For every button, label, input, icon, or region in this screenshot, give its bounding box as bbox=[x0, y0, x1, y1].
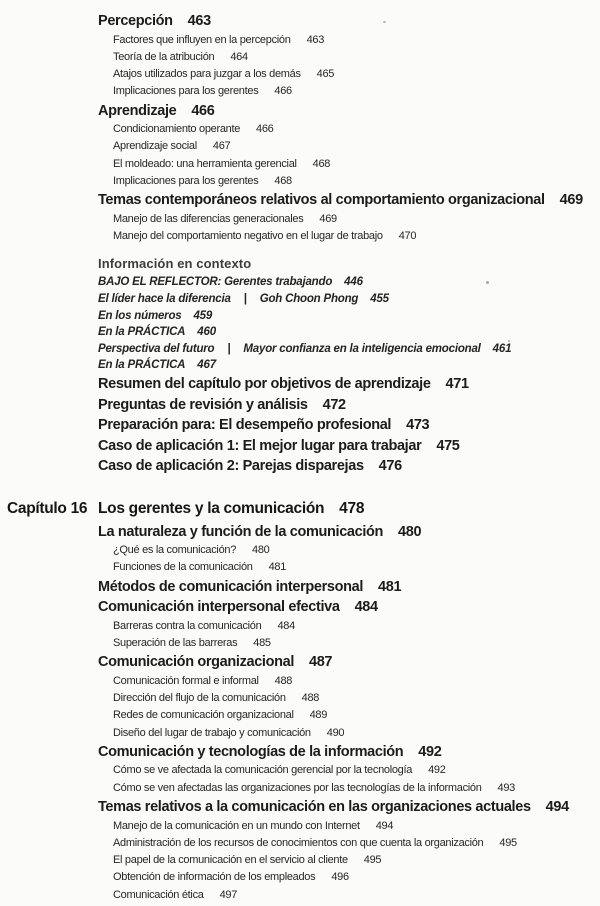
toc-subsection-item bbox=[0, 707, 600, 724]
entry-title: Comunicación organizacional bbox=[98, 654, 294, 671]
page-number: 481 bbox=[268, 561, 287, 574]
entry-title: Teoría de la atribución bbox=[113, 50, 215, 63]
page-number: 484 bbox=[277, 619, 295, 632]
pipe-separator: | bbox=[243, 293, 247, 306]
toc-subsection-item bbox=[0, 228, 600, 245]
entry-title: Dirección del flujo de la comunicación bbox=[113, 692, 286, 705]
entry-title: Percepción bbox=[98, 13, 173, 29]
page-number: 459 bbox=[193, 309, 213, 322]
pipe-separator: | bbox=[227, 342, 231, 355]
page-number: 490 bbox=[326, 726, 345, 739]
toc-section-heading bbox=[0, 395, 600, 416]
toc-section-heading bbox=[0, 101, 600, 122]
entry-title: Temas relativos a la comunicación en las organizaciones actuales bbox=[98, 799, 531, 815]
toc-feature-item bbox=[0, 324, 600, 341]
entry-title: Comunicación formal e informal bbox=[113, 674, 259, 687]
page-number: 496 bbox=[331, 871, 349, 884]
page-number: 468 bbox=[312, 157, 331, 170]
entry-title: El moldeado: una herramienta gerencial bbox=[113, 157, 297, 170]
toc-feature-box-heading bbox=[0, 256, 600, 272]
entry-title: Resumen del capítulo por objetivos de aprendizaje bbox=[98, 376, 431, 393]
page-number: 492 bbox=[418, 743, 442, 760]
entry-title: ¿Qué es la comunicación? bbox=[113, 544, 237, 557]
toc-subsection-item bbox=[0, 762, 600, 779]
chapter-number-label: Capítulo 16 bbox=[7, 499, 88, 517]
toc-subsection-item bbox=[0, 673, 600, 690]
toc-section-heading bbox=[0, 797, 600, 818]
page-number: 463 bbox=[306, 33, 325, 46]
page-number: 467 bbox=[197, 359, 216, 372]
toc-subsection-item bbox=[0, 635, 600, 652]
entry-title: Factores que influyen en la percepción bbox=[113, 33, 291, 46]
entry-title: Redes de comunicación organizacional bbox=[113, 709, 294, 722]
toc-section-heading bbox=[0, 577, 600, 598]
entry-title: Caso de aplicación 2: Parejas disparejas bbox=[98, 458, 364, 475]
entry-title: La naturaleza y función de la comunicación bbox=[98, 523, 384, 540]
toc-section-heading bbox=[0, 190, 600, 211]
toc-section-heading bbox=[0, 522, 600, 543]
toc-subsection-item bbox=[0, 32, 600, 49]
page-number: 495 bbox=[499, 836, 517, 849]
entry-title: Superación de las barreras bbox=[113, 636, 238, 649]
toc-subsection-item bbox=[0, 542, 600, 559]
toc-subsection-item bbox=[0, 869, 600, 886]
toc-feature-item bbox=[0, 341, 600, 358]
page-number: 461 bbox=[492, 342, 512, 355]
page-number: 460 bbox=[197, 326, 216, 339]
page-number: 480 bbox=[252, 544, 270, 557]
toc-subsection-item bbox=[0, 559, 600, 576]
toc-section-heading bbox=[0, 415, 600, 436]
entry-title: Implicaciones para los gerentes bbox=[113, 85, 259, 98]
entry-title: Preparación para: El desempeño profesional bbox=[98, 417, 392, 434]
page-number: 469 bbox=[559, 192, 583, 209]
toc-feature-item bbox=[0, 357, 600, 374]
entry-title: Manejo de la comunicación en un mundo con Internet bbox=[113, 819, 360, 832]
toc-subsection-item bbox=[0, 173, 600, 190]
entry-title: Los gerentes y la comunicación bbox=[98, 499, 325, 517]
page-number: 466 bbox=[256, 123, 274, 136]
toc-subsection-item bbox=[0, 66, 600, 83]
entry-title: Funciones de la comunicación bbox=[113, 561, 253, 574]
toc-subsection-item bbox=[0, 49, 600, 66]
page-number: 469 bbox=[319, 212, 337, 225]
entry-title: Implicaciones para los gerentes bbox=[113, 175, 259, 188]
entry-title: Cómo se ve afectada la comunicación gerencial por la tecnología bbox=[113, 764, 413, 777]
entry-title: En la PRÁCTICA bbox=[98, 326, 186, 339]
entry-title: El líder hace la diferencia | Goh Choon Phong bbox=[98, 293, 359, 306]
page-number: 464 bbox=[230, 50, 248, 63]
page-number: 467 bbox=[212, 140, 231, 153]
entry-title: Manejo de las diferencias generacionales bbox=[113, 212, 304, 225]
entry-title: Métodos de comunicación interpersonal bbox=[98, 578, 364, 595]
entry-title: Manejo del comportamiento negativo en el lugar de trabajo bbox=[113, 230, 383, 243]
page-number: 493 bbox=[497, 781, 515, 794]
page-number: 446 bbox=[344, 276, 363, 289]
page-number: 487 bbox=[309, 654, 333, 671]
entry-title: Diseño del lugar de trabajo y comunicación bbox=[113, 726, 311, 739]
page-number: 466 bbox=[274, 85, 292, 98]
entry-title: Atajos utilizados para juzgar a los demás bbox=[113, 68, 301, 81]
toc-section-heading bbox=[0, 597, 600, 618]
page-number: 470 bbox=[398, 230, 417, 243]
entry-title: El papel de la comunicación en el servicio al cliente bbox=[113, 854, 348, 867]
toc-section-heading bbox=[0, 456, 600, 477]
entry-title: Preguntas de revisión y análisis bbox=[98, 396, 308, 413]
toc-subsection-item bbox=[0, 887, 600, 904]
page-number: 465 bbox=[316, 68, 335, 81]
entry-title: Obtención de información de los empleados bbox=[113, 871, 316, 884]
toc-subsection-item bbox=[0, 618, 600, 635]
page-number: 494 bbox=[545, 799, 569, 815]
toc-section-heading bbox=[0, 742, 600, 763]
page-number: 471 bbox=[445, 376, 469, 393]
entry-title: BAJO EL REFLECTOR: Gerentes trabajando bbox=[98, 276, 333, 289]
entry-title: Temas contemporáneos relativos al comportamiento organizacional bbox=[98, 192, 545, 209]
entry-title: Comunicación interpersonal efectiva bbox=[98, 599, 340, 616]
entry-title: Aprendizaje social bbox=[113, 140, 197, 153]
toc-section-heading bbox=[0, 11, 600, 32]
page-number: 476 bbox=[378, 458, 402, 475]
page-number: 497 bbox=[219, 888, 238, 901]
toc-feature-item bbox=[0, 274, 600, 291]
toc-subsection-item bbox=[0, 83, 600, 100]
toc-subsection-item bbox=[0, 780, 600, 797]
entry-title: Condicionamiento operante bbox=[113, 123, 241, 136]
entry-title: Perspectiva del futuro | Mayor confianza en la inteligencia emocional bbox=[98, 342, 481, 355]
toc-feature-item bbox=[0, 291, 600, 308]
toc-section-heading bbox=[0, 652, 600, 673]
page-number: 478 bbox=[339, 499, 365, 517]
toc-subsection-item bbox=[0, 818, 600, 835]
page-number: 484 bbox=[354, 599, 378, 616]
page-number: 455 bbox=[370, 293, 389, 306]
toc-subsection-item bbox=[0, 211, 600, 228]
page-number: 488 bbox=[301, 692, 320, 705]
page-number: 485 bbox=[253, 636, 271, 649]
toc-subsection-item bbox=[0, 852, 600, 869]
toc-subsection-item bbox=[0, 725, 600, 742]
entry-title: Comunicación ética bbox=[113, 888, 204, 901]
toc-subsection-item bbox=[0, 156, 600, 173]
entry-title: Cómo se ven afectadas las organizaciones por las tecnologías de la información bbox=[113, 781, 482, 794]
toc-section-heading bbox=[0, 374, 600, 395]
page-number: 488 bbox=[274, 674, 293, 687]
toc-subsection-item bbox=[0, 690, 600, 707]
entry-title: Aprendizaje bbox=[98, 102, 177, 119]
page-number: 480 bbox=[398, 523, 422, 540]
toc-feature-item bbox=[0, 308, 600, 325]
entry-title: En los números bbox=[98, 309, 182, 322]
page-number: 489 bbox=[309, 709, 328, 722]
toc-subsection-item bbox=[0, 835, 600, 852]
entry-title: Administración de los recursos de conocimientos con que cuenta la organización bbox=[113, 836, 484, 849]
toc-subsection-item bbox=[0, 138, 600, 155]
page-number: 492 bbox=[428, 764, 446, 777]
page-number: 472 bbox=[322, 396, 346, 413]
toc-chapter-heading bbox=[0, 498, 600, 520]
page-number: 481 bbox=[378, 578, 402, 595]
page-number: 475 bbox=[436, 437, 460, 454]
entry-title: Información en contexto bbox=[98, 256, 252, 272]
entry-title: Barreras contra la comunicación bbox=[113, 619, 262, 632]
page-number: 473 bbox=[406, 417, 430, 434]
page-number: 468 bbox=[274, 175, 292, 188]
page-number: 494 bbox=[375, 819, 394, 832]
toc-subsection-item bbox=[0, 121, 600, 138]
page-number: 495 bbox=[363, 854, 382, 867]
toc-section-heading bbox=[0, 436, 600, 457]
entry-title: En la PRÁCTICA bbox=[98, 359, 186, 372]
page-number: 466 bbox=[191, 102, 215, 119]
entry-title: Comunicación y tecnologías de la información bbox=[98, 743, 404, 760]
entry-title: Caso de aplicación 1: El mejor lugar para trabajar bbox=[98, 437, 422, 454]
page-number: 463 bbox=[187, 13, 211, 29]
